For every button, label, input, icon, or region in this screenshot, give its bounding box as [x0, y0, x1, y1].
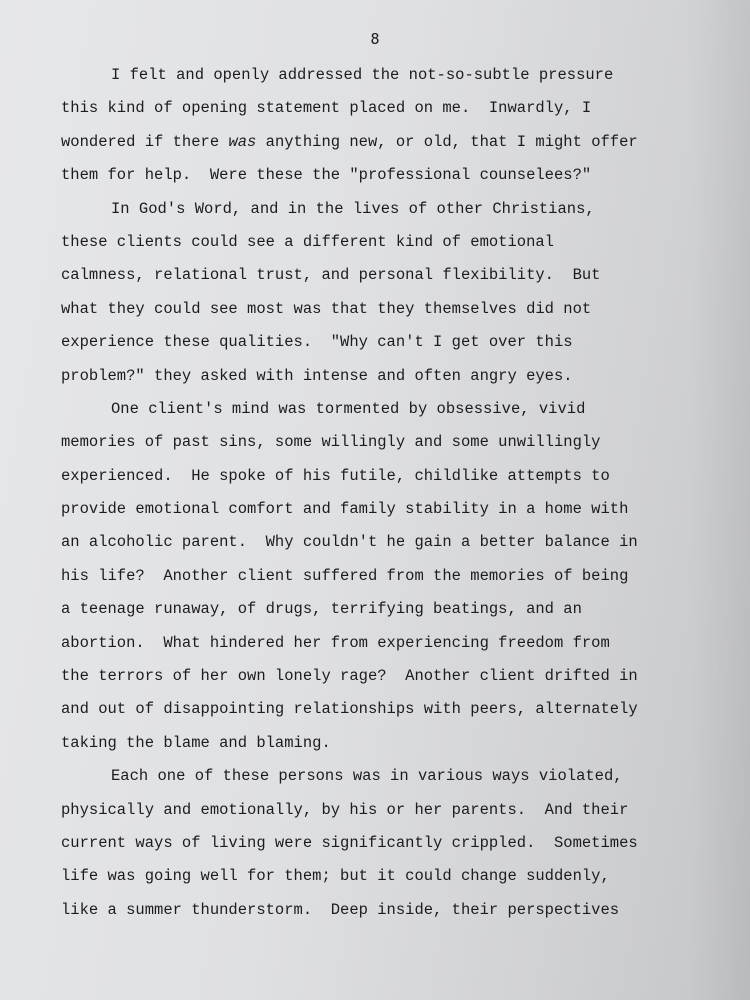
text-line: what they could see most was that they themselves did not: [61, 299, 592, 318]
text-line: current ways of living were significantly crippled. Sometimes: [61, 833, 638, 852]
page-number: 8: [370, 30, 380, 48]
text-line: the terrors of her own lonely rage? Another client drifted in: [61, 667, 638, 686]
text-line: these clients could see a different kind of emotional: [61, 232, 554, 251]
text-line: taking the blame and blaming.: [61, 733, 331, 752]
paragraph-first-line: I felt and openly addressed the not-so-subtle pressure: [111, 66, 614, 84]
text-line: life was going well for them; but it could change suddenly,: [61, 867, 610, 886]
text-line: them for help. Were these the "professional counselees?": [61, 166, 592, 185]
text-line: like a summer thunderstorm. Deep inside, their perspectives: [61, 900, 620, 919]
text-line: physically and emotionally, by his or her parents. And their: [61, 800, 629, 819]
paragraph-first-line: One client's mind was tormented by obsessive, vivid: [111, 399, 586, 418]
paragraph-first-line: In God's Word, and in the lives of other Christians,: [111, 199, 595, 218]
body-text: [61, 59, 750, 927]
text-line: experience these qualities. "Why can't I get over this: [61, 333, 573, 352]
text-line: his life? Another client suffered from the memories of being: [61, 566, 629, 585]
text-line: and out of disappointing relationships with peers, alternately: [61, 700, 638, 719]
emphasized-word: was: [228, 132, 257, 151]
text-line: a teenage runaway, of drugs, terrifying beatings, and an: [61, 600, 582, 619]
text-segment: wondered if there: [61, 132, 229, 151]
text-line: an alcoholic parent. Why couldn't he gain a better balance in: [61, 533, 638, 552]
text-line: problem?" they asked with intense and often angry eyes.: [61, 366, 573, 385]
text-line: abortion. What hindered her from experiencing freedom from: [61, 633, 610, 652]
text-line: memories of past sins, some willingly and some unwillingly: [61, 433, 601, 452]
text-line: calmness, relational trust, and personal flexibility. But: [61, 266, 601, 285]
text-line: [61, 126, 750, 159]
text-segment: anything new, or old, that I might offer: [256, 132, 638, 151]
text-line: experienced. He spoke of his futile, childlike attempts to: [61, 466, 610, 485]
text-line: this kind of opening statement placed on me. Inwardly, I: [61, 99, 592, 118]
paragraph-first-line: Each one of these persons was in various ways violated,: [111, 767, 623, 786]
text-line: provide emotional comfort and family stability in a home with: [61, 500, 629, 519]
